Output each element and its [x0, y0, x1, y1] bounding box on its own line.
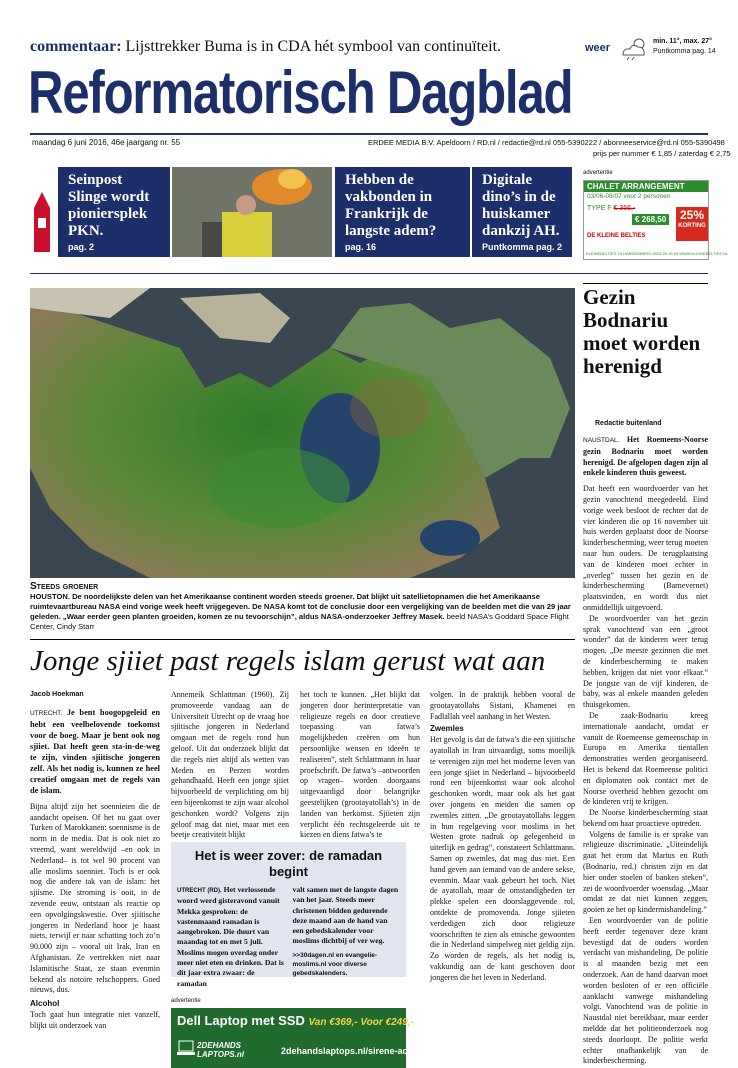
teaser-vakbonden[interactable] — [335, 167, 470, 257]
ad-footer: KLEINEBELTIES 15 HARDENBERG 0523-26 15 03 WWW.KLEINEBELTIES.NL — [586, 251, 729, 256]
ad-type: TYPE F — [587, 205, 612, 212]
main-lead: Je bent hoogopgeleid en hebt een veelbelovende toekomst voor de boeg. Maar je bent ook nog sjiiet. Dat heeft geen sta-in-de-weg te zijn, vinden sjiitische jongeren zelf. Als het nodig is, kunnen ze heel creatief omgaan met de regels van de islam. — [30, 707, 160, 795]
ramadan-ref[interactable]: >>30dagen.nl en evangelie-moslims.nl voor diverse gebedskalenders. — [292, 951, 378, 977]
side-story-paragraph: Dat heeft een woordvoerder van het gezin vanochtend meegedeeld. Eind vorige week besloot de rechter dat de vier kinderen die op 16 november uit huis werden geplaatst door de Noorse kinderbescherming, weer terug moeten naar hun ouders. De terugplaatsing van de kinderen moet echter in „overleg” tussen het gezin en de kinderbescherming (Barnevernet) plaatsvinden, en wordt dus niet onmiddellijk uitgevoerd. — [583, 484, 708, 612]
ad-label: advertentie — [583, 170, 613, 176]
main-place: UTRECHT. — [30, 709, 63, 717]
section-rule — [30, 273, 708, 274]
main-subhead: Zwemles — [430, 724, 464, 734]
main-text: Het gevolg is dat de fatwa’s die een sjiitische ayatollah in Iran uitvaardigt, soms moeilijk te verenigen zijn met het moderne leven van een jonge sjiiet in Nederland – bijvoorbeeld rond een bijeenkomst waar ook alcohol geschonken wordt, maar ook als het gaat over jongens en meiden die samen op zwemles zitten. „De grootayatollahs leggen in hun regelgeving voor moslims in het Westen grote nadruk op gelegenheid in uiterlijk en gedrag”, constateert Schlattmann. Samen op zwemles, dat mag dus niet. Een hand geven aan iemand van de andere sekse, evenmin. Maar vaak gebeurt het toch. Niet de ayatollah, maar de omstandigheden ter plekke spelen een doorslaggevende rol, ontdekte de promovenda. Jonge sjiieten verdedigen zich door religieuze voorschriften te zien als etnische gewoonten die in Nederland simpelweg niet geldig zijn. Zo worden de regels, als het nodig is, vakkundig aan de kant geschoven door jongeren die het leven in Nederland. — [430, 735, 575, 982]
main-headline[interactable]: Jonge sjiiet past regels islam gerust wat aan — [30, 645, 546, 677]
main-story-col4 — [430, 690, 575, 984]
laptop-ad-title: Dell Laptop met SSD — [177, 1013, 305, 1028]
teaser-title: Hebben de vakbonden in Frankrijk de langste adem? — [345, 172, 437, 239]
teaser-title: Seinpost Slinge wordt pioniersplek PKN. — [68, 172, 150, 239]
teaser-label: commentaar: — [30, 38, 122, 55]
weather-temp: min. 11°, max. 27° — [653, 38, 712, 45]
side-story-rule — [583, 283, 708, 284]
price-line: prijs per nummer € 1,85 / zaterdag € 2,75 — [593, 149, 731, 158]
main-text: volgen. In de praktijk hebben vooral de grootayatollahs Sistani, Khamenei en Fadlallah veel aanhang in het Westen. — [430, 690, 575, 721]
side-story-body — [583, 435, 708, 1067]
weather-label: weer — [585, 42, 611, 54]
teaser-page: Puntkomma pag. 2 — [482, 242, 563, 252]
cloud-sun-icon — [619, 36, 649, 60]
main-subhead: Alcohol — [30, 999, 60, 1009]
main-story-rule — [30, 639, 575, 640]
main-text: Toch gaat hun integratie niet vanzelf, blijkt uit onderzoek van — [30, 1009, 160, 1030]
laptop-ad-url[interactable]: 2dehandslaptops.nl/sirene-actie — [281, 1046, 419, 1056]
laptop-ad-brand: 2DEHANDS LAPTOPS.nl — [197, 1041, 244, 1059]
caption-text: De noordelijkste delen van het Amerikaanse continent worden steeds groener. Dat blijkt uit satellietopnamen die het Amerikaanse ruimtevaartbureau NASA eind vorige week heeft vrijgegeven. De NASA komt tot de conclusie door een vergelijking van de beelden met die van 29 jaar geleden. „Waar eerder geen planten groeiden, komen ze nu tevoorschijn”, aldus NASA-onderzoeker Jeffrey Masek. — [30, 592, 571, 621]
main-story-col1 — [30, 690, 160, 1032]
teaser-text: Lijsttrekker Buma is in CDA hét symbool van continuïteit. — [125, 38, 502, 55]
side-story-paragraph: Volgens de familie is er sprake van religieuze discriminatie. „Uiteindelijk gaat het erom dat Marius en Ruth (Bodnariu, red.) christen zijn en dat hier onder stoelen of banken steken”, zei de woordvoerder woensdag. „Maar omdat ze dat niet kunnen zeggen, gooien ze het op kindermishandeling.” — [583, 829, 708, 915]
ad-dates: 03/06-08/07 voor 2 personen — [587, 193, 671, 200]
side-story-paragraph: Een woordvoerder van de politie heeft eerder tegenover deze krant bevestigd dat de ouders worden verdacht van mishandeling. De politie is al maanden bezig met een onderzoek. Aan de hand daarvan moet worden besloten of er een officiële aanklacht vanwege mishandeling volgt. Vanochtend was de politie in Naustdal niet bereikbaar, maar eerder meldde dat het politieonderzoek nog steeds doorloopt. De politie werkt echter onafhankelijk van de kinderbescherming. — [583, 916, 708, 1066]
ramadan-place: UTRECHT (RD). — [177, 888, 222, 894]
ramadan-left-text: Het verlossende woord werd gisteravond vanuit Mekka gesproken: de vastenmaand ramadan is aangebroken. Die duurt van maandag tot en met 5 juli. Moslims mogen overdag onder meer niet eten en drinken. Dat is dit jaar extra zwaar: de ramadan — [177, 885, 284, 988]
teaser-dino[interactable] — [472, 167, 572, 257]
main-story-col2: Annemeik Schlattman (1960). Zij promoveerde vandaag aan de Universiteit Utrecht op de vraag hoe sjiitische jongeren in Nederland omgaan met de regels rond hun geloof. Uit dat onderzoek blijkt dat die regels niet altijd als wetten van Meden en Perzen worden gehandhaafd. Heeft een jonge sjiiet bijvoorbeeld de verplichting om bij een bijeenkomst te zijn waar alcohol geschonken wordt? Volgens zijn geloof mag dat niet, maar met een beetje creativiteit blijkt — [171, 690, 289, 840]
side-story-paragraph: De zaak-Bodnariu kreeg internationale aandacht, omdat er vanuit de Roemeense gemeenschap in Europa en Amerika tientallen demonstraties werden georganiseerd. Het is bekend dat Roemeense politici en diplomaten ook contact met de Noorse overheid hebben gezocht om de kinderen vrij te krijgen. — [583, 710, 708, 807]
chalet-ad[interactable] — [583, 180, 729, 260]
main-text: Bijna altijd zijn het soennieten die de aandacht opeisen. Of het nu gaat over Turken of Marokkanen: soennisme is de norm in de media. Dat is ook niet zo vreemd, want wereldwijd –en ook in Nederland– is tot wel 90 procent van alle moslims soenniet. Toch is er ook nog die andere tak van de islam: het sjiisme. Die stroming is ooit, in de zevende eeuw, ontstaan als reactie op een opvolgingskwestie. Over sjiitische jongeren in Nederland hoor je haast niets, terwijl er naar schatting toch zo’n 90.000 zijn – vooral uit Irak, Iran en Afghanistan. Ze vertrekken niet naar Islamitische Staat, ze staan evenmin bekend als notoire relschoppers. Goed nieuws, dus. — [30, 801, 160, 995]
main-story-col3: het toch te kunnen. „Het blijkt dat jongeren door herinterpretatie van religieuze regels en door creatieve toepassing van fatwa’s mogelijkheden creëren om hun persoonlijke wensen en ideeën te realiseren”, stelt Schlattmann in haar proefschrift. De fatwa’s –antwoorden op vragen– worden doorgaans uitgevaardigd door belangrijke geestelijken (grootayatollah’s) in de landen van herkomst. Sjiieten zijn verplicht één rechtsgeleerde uit te kiezen en diens fatwa’s te — [300, 690, 420, 840]
masthead[interactable]: Reformatorisch Dagblad — [28, 59, 573, 126]
ad-new-price: € 268,50 — [632, 214, 669, 225]
laptop-icon — [177, 1040, 195, 1056]
ad-title: CHALET ARRANGEMENT — [584, 181, 708, 192]
side-story-place: NAUSTDAL. — [583, 437, 620, 444]
side-story-paragraph: De Noorse kinderbescherming staat bekend om haar proactieve optreden. — [583, 808, 708, 828]
teaser-page: pag. 16 — [345, 242, 377, 252]
teaser-photo-protest[interactable] — [172, 167, 332, 257]
photo-caption — [30, 582, 575, 632]
main-byline: Jacob Hoekman — [30, 691, 84, 698]
church-logo-icon — [30, 178, 54, 258]
satellite-photo[interactable] — [30, 288, 575, 578]
side-story-headline[interactable]: Gezin Bodnariu moet worden herenigd — [583, 285, 701, 378]
side-story-lead: Het Roemeens-Noorse gezin Bodnariu moet worden herenigd. De afgelopen dagen zijn al enkele kinderen thuis geweest. — [583, 435, 709, 478]
laptop-ad-prices: Van €369,- Voor €249,- — [308, 1017, 414, 1028]
caption-title: Steeds groener — [30, 581, 99, 592]
ad-brand: DE KLEINE BELTIES — [587, 233, 646, 239]
ramadan-title: Het is weer zover: de ramadan begint — [194, 848, 383, 879]
ramadan-right-text: valt samen met de langste dagen van het jaar. Steeds meer christenen bidden gedurende deze maand aan de hand van een gebedskalender voor moslims dichtbij of ver weg. — [292, 885, 399, 946]
top-teaser[interactable] — [30, 38, 550, 56]
weather-ref: Puntkomma pag. 14 — [653, 48, 716, 55]
teaser-page: pag. 2 — [68, 242, 95, 252]
ad-old-price: € 356,- — [613, 205, 636, 212]
teaser-title: Digitale dino’s in de huiskamer dankzij AH. — [482, 172, 560, 239]
ramadan-box[interactable] — [171, 842, 406, 988]
ad-label: advertentie — [171, 998, 201, 1004]
teaser-seinpost[interactable] — [58, 167, 170, 257]
side-story-section: Redactie buitenland — [595, 420, 662, 427]
date-line: maandag 6 juni 2016, 46e jaargang nr. 55 — [32, 138, 181, 147]
caption-credit: beeld NASA’s Goddard Space Flight Center, Cindy Starr — [30, 612, 569, 631]
ad-discount: 25% — [679, 208, 705, 222]
ad-discount-label: KORTING — [678, 223, 706, 229]
weather-box[interactable] — [585, 36, 725, 62]
caption-place: HOUSTON. — [30, 592, 70, 601]
side-story-paragraph: De woordvoerder van het gezin sprak vanochtend van een „groot wonder” dat de kinderen weer terug mogen. „De meeste gezinnen die met de kinderbescherming te maken hebben, krijgen dat niet voor elkaar.” De jongste van de vijf kinderen, de baby, was al enkele maanden geleden thuisgekomen. — [583, 613, 708, 710]
contact-line: ERDEE MEDIA B.V. Apeldoorn / RD.nl / redactie@rd.nl 055-5390222 / abonneeservice@rd.nl 055-5390498 — [368, 138, 725, 147]
laptop-ad[interactable] — [171, 1008, 419, 1068]
masthead-rule — [30, 133, 708, 135]
